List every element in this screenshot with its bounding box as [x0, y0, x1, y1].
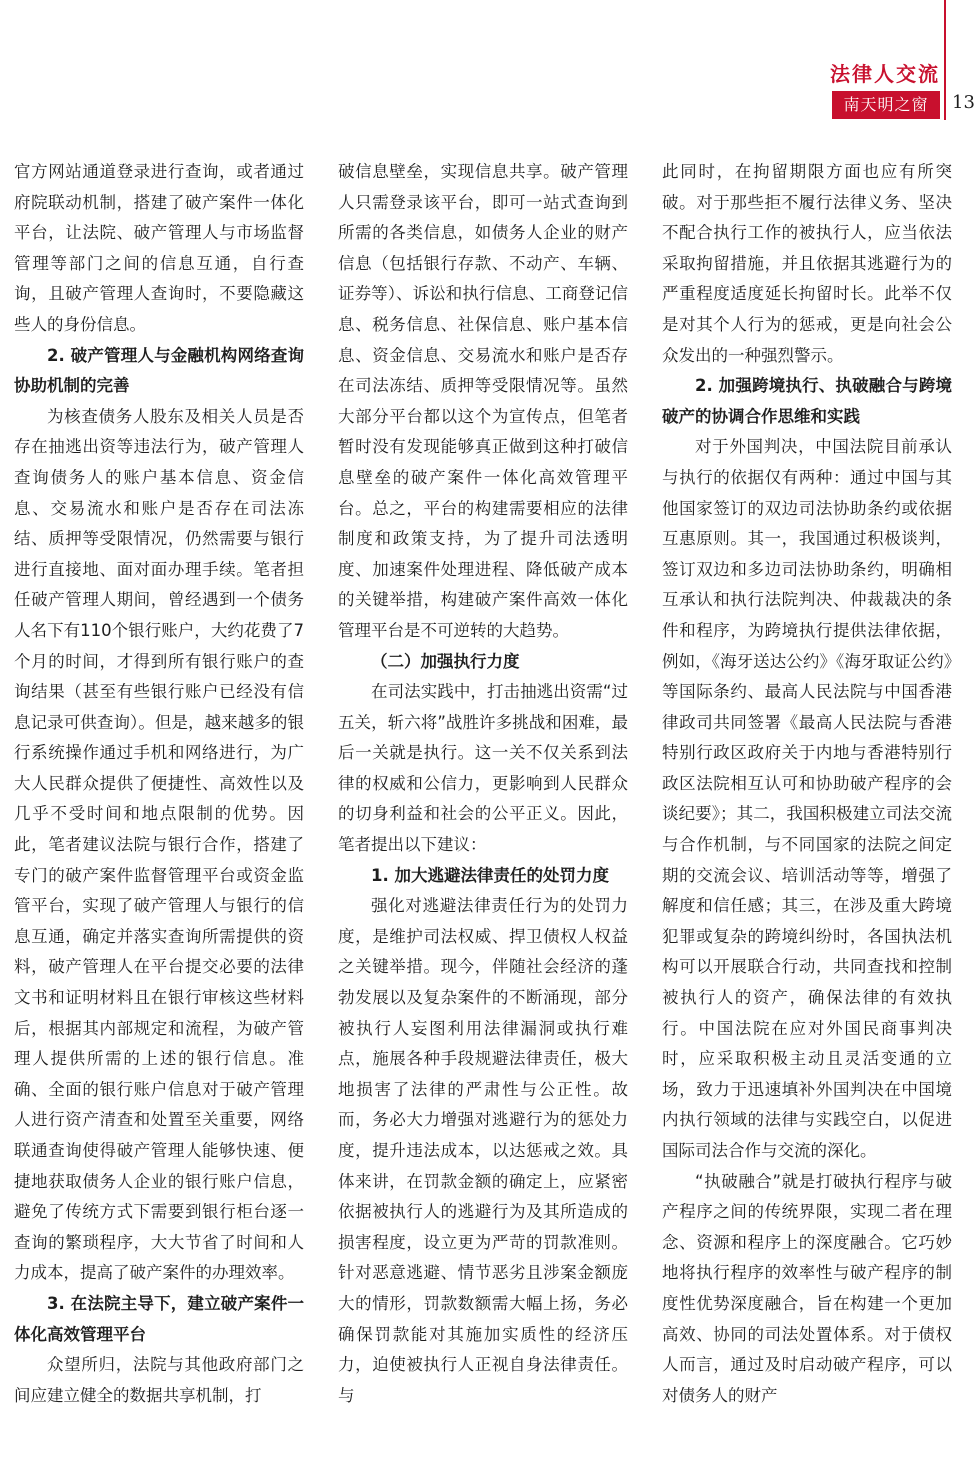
section-heading: 1. 加大逃避法律责任的处罚力度: [371, 865, 609, 885]
body-paragraph: 众望所归，法院与其他政府部门之间应建立健全的数据共享机制，打: [14, 1355, 304, 1405]
body-paragraph: 对于外国判决，中国法院目前承认与执行的依据仅有两种：通过中国与其他国家签订的双边司法协助条约或依据互惠原则。其一，我国通过积极谈判，签订双边和多边司法协助条约，明确相互承认和执行法院判决、仲裁裁决的条件和程序，为跨境执行提供法律依据，例如，《海牙送达公约》《海牙取证公约》等国际条约、最高人民法院与中国香港律政司共同签署《最高人民法院与香港特别行政区政府关于内地与香港特别行政区法院相互认可和协助破产程序的会谈纪要》；其二，我国积极建立司法交流与合作机制，与不同国家的法院之间定期的交流会议、培训活动等等，增强了解度和信任感；其三，在涉及重大跨境犯罪或复杂的跨境纠纷时，各国执法机构可以开展联合行动，共同查找和控制被执行人的资产，确保法律的有效执行。中国法院在应对外国民商事判决时，应采取积极主动且灵活变通的立场，致力于迅速填补外国判决在中国境内执行领域的法律与实践空白，以促进国际司法合作与交流的深化。: [662, 437, 952, 1160]
body-paragraph: 强化对逃避法律责任行为的处罚力度，是维护司法权威、捍卫债权人权益之关键举措。现今，伴随社会经济的蓬勃发展以及复杂案件的不断涌现，部分被执行人妄图利用法律漏洞或执行难点，施展各种手段规避法律责任，极大地损害了法律的严肃性与公正性。故而，务必大力增强对逃避行为的惩处力度，提升违法成本，以达惩戒之效。具体来讲，在罚款金额的确定上，应紧密依据被执行人的逃避行为及其所造成的损害程度，设立更为严苛的罚款准则。针对恶意逃避、情节恶劣且涉案金额庞大的情形，罚款数额需大幅上扬，务必确保罚款能对其施加实质性的经济压力，迫使被执行人正视自身法律责任。与: [338, 896, 628, 1405]
body-paragraph: 在司法实践中，打击抽逃出资需“过五关，斩六将”战胜许多挑战和困难，最后一关就是执行。这一关不仅关系到法律的权威和公信力，更影响到人民群众的切身利益和社会的公平正义。因此，笔者提出以下建议：: [338, 682, 628, 855]
body-paragraph: 破信息壁垒，实现信息共享。破产管理人只需登录该平台，即可一站式查询到所需的各类信息，如债务人企业的财产信息（包括银行存款、不动产、车辆、证券等）、诉讼和执行信息、工商登记信息、税务信息、社保信息、账户基本信息、资金信息、交易流水和账户是否存在司法冻结、质押等受限情况等。虽然大部分平台都以这个为宣传点，但笔者暂时没有发现能够真正做到这种打破信息壁垒的破产案件一体化高效管理平台。总之，平台的构建需要相应的法律制度和政策支持，为了提升司法透明度、加速案件处理进程、降低破产成本的关键举措，构建破产案件高效一体化管理平台是不可逆转的大趋势。: [338, 162, 628, 640]
header-divider: [944, 0, 946, 120]
section-heading: 3. 在法院主导下，建立破产案件一体化高效管理平台: [14, 1293, 304, 1344]
section-title: 法律人交流: [830, 62, 940, 86]
body-paragraph: 官方网站通道登录进行查询，或者通过府院联动机制，搭建了破产案件一体化平台，让法院、破产管理人与市场监督管理等部门之间的信息互通，自行查询，且破产管理人查询时，不要隐藏这些人的身份信息。: [14, 162, 304, 334]
body-paragraph: “执破融合”就是打破执行程序与破产程序之间的传统界限，实现二者在理念、资源和程序上的深度融合。它巧妙地将执行程序的效率性与破产程序的制度性优势深度融合，旨在构建一个更加高效、协同的司法处置体系。对于债权人而言，通过及时启动破产程序，可以对债务人的财产: [662, 1171, 952, 1405]
body-paragraph: 为核查债务人股东及相关人员是否存在抽逃出资等违法行为，破产管理人查询债务人的账户基本信息、资金信息、交易流水和账户是否存在司法冻结、质押等受限情况，仍然需要与银行进行直接地、面对面办理手续。笔者担任破产管理人期间，曾经遇到一个债务人名下有110个银行账户，大约花费了7个月的时间，才得到所有银行账户的查询结果（甚至有些银行账户已经没有信息记录可供查询）。但是，越来越多的银行系统操作通过手机和网络进行，为广大人民群众提供了便捷性、高效性以及几乎不受时间和地点限制的优势。因此，笔者建议法院与银行合作，搭建了专门的破产案件监督管理平台或资金监管平台，实现了破产管理人与银行的信息互通，确定并落实查询所需提供的资料，破产管理人在平台提交必要的法律文书和证明材料且在银行审核这些材料后，根据其内部规定和流程，为破产管理人提供所需的上述的银行信息。准确、全面的银行账户信息对于破产管理人进行资产清查和处置至关重要，网络联通查询使得破产管理人能够快速、便捷地获取债务人企业的银行账户信息，避免了传统方式下需要到银行柜台逐一查询的繁琐程序，大大节省了时间和人力成本，提高了破产案件的办理效率。: [14, 406, 304, 1283]
page-header: [0, 0, 975, 135]
page-number: 13: [952, 92, 975, 113]
section-heading: （二）加强执行力度: [371, 651, 520, 671]
text-column-1: [14, 157, 304, 1457]
body-paragraph: 此同时，在拘留期限方面也应有所突破。对于那些拒不履行法律义务、坚决不配合执行工作的被执行人，应当依法采取拘留措施，并且依据其逃避行为的严重程度适度延长拘留时长。此举不仅是对其个人行为的惩戒，更是向社会公众发出的一种强烈警示。: [662, 162, 952, 365]
text-column-2: [338, 157, 628, 1457]
column-name-badge: 南天明之窗: [832, 91, 940, 119]
section-heading: 2. 加强跨境执行、执破融合与跨境破产的协调合作思维和实践: [662, 376, 952, 426]
text-column-3: [662, 157, 952, 1457]
section-heading: 2. 破产管理人与金融机构网络查询协助机制的完善: [14, 345, 304, 396]
